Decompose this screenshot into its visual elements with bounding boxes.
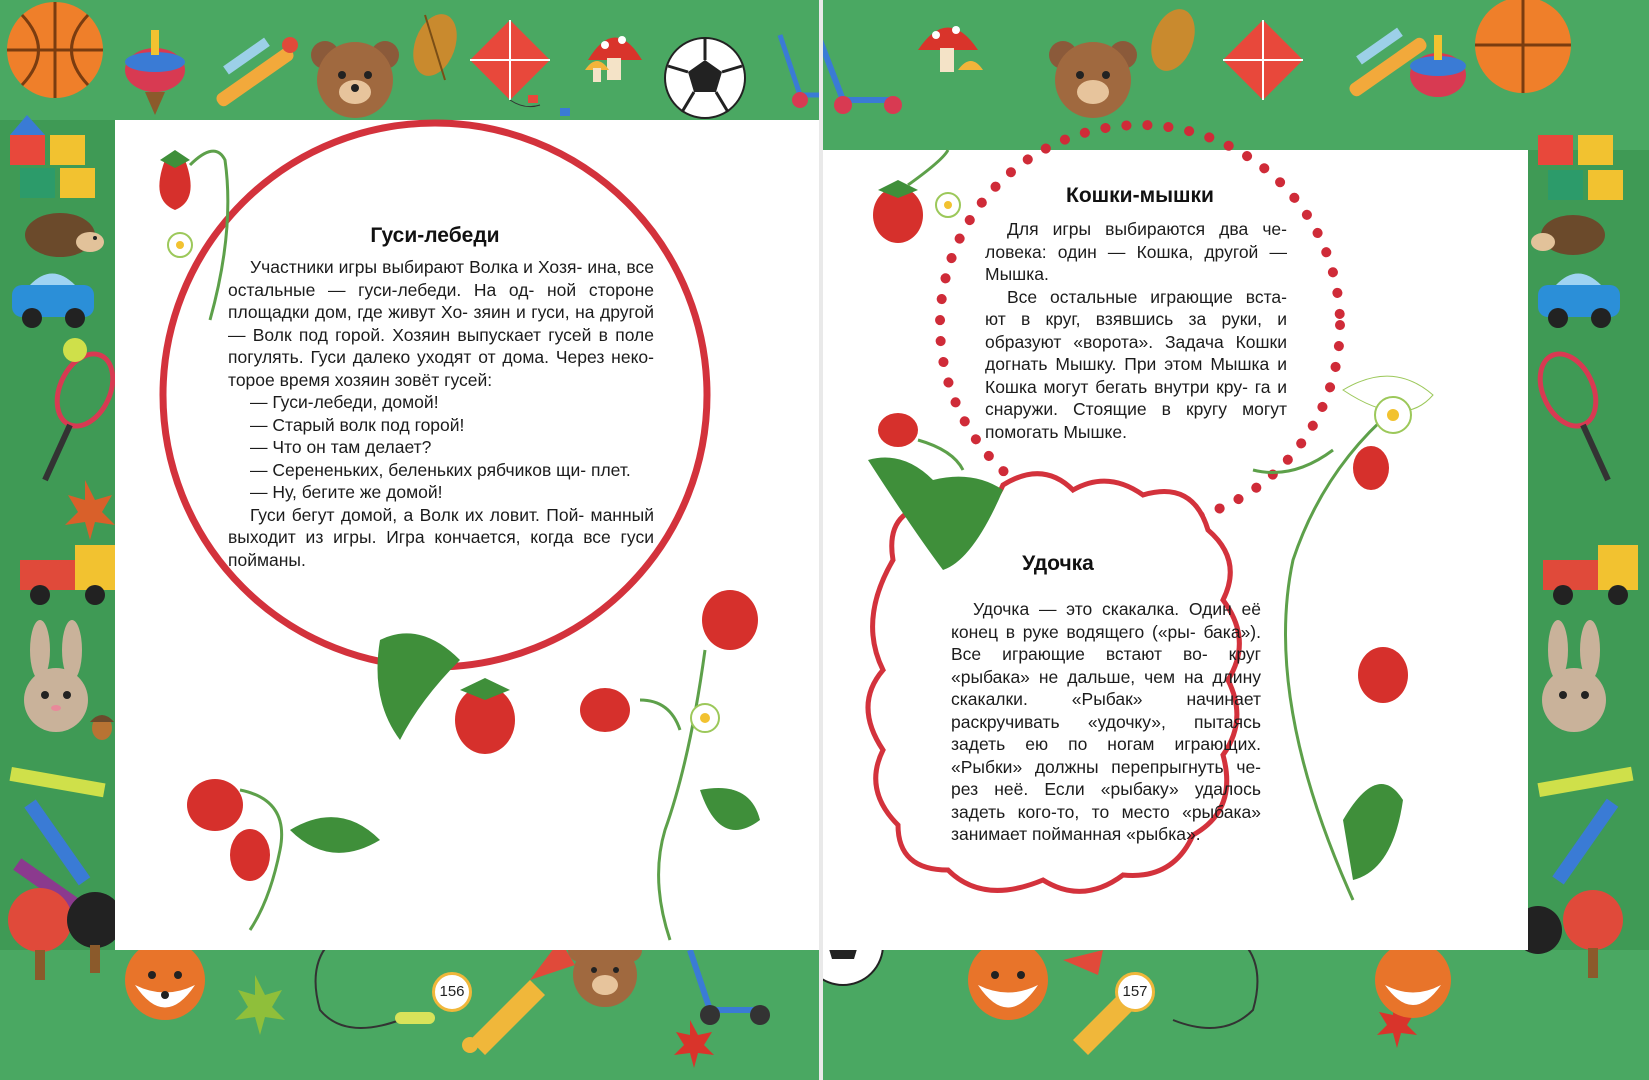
game-text-gusi-lebedi [228,256,654,571]
strawberry-icon [1253,376,1433,900]
paragraph: Гуси бегут домой, а Волк их ловит. Пой- манный выходит из игры. Игра кончается, когда все гуси пойманы. [228,504,654,570]
paragraph: Участники игры выбирают Волка и Хозя- ина, все остальные — гуси-лебеди. На од- ной стороне площадки дом, где живут Хо- зяин и гуси, на другой — Волк под горой. Хозяин выпускает гусей в поле погулять. Гуси далеко уходят от дома. Через неко- торое время хозяин зовёт гусей: [228,257,654,390]
page-number: 157 [1115,972,1155,1012]
paragraph: — Что он там делает? [250,437,432,457]
left-page [0,0,819,1080]
right-page-illustrations [823,0,1649,1080]
game-text-udochka [951,598,1261,846]
strawberry-icon [873,150,960,243]
paragraph: — Серененьких, беленьких рябчиков щи- плет. [250,459,631,480]
paragraph: — Старый волк под горой! [250,414,465,435]
page-number: 156 [432,972,472,1012]
game-title-udochka: Удочка [1022,552,1094,575]
paragraph: Все остальные играющие вста- ют в круг, взявшись за руки, и образуют «ворота». Задача Кошки догнать Мышку. При этом Мышка и Кошка могут бегать внутри кру- га и снаружи. Стоящие в кругу могут помогать Мышке. [985,286,1287,442]
right-page [823,0,1649,1080]
strawberry-icon [187,779,380,930]
paragraph: Для игры выбираются два че- ловека: один — Кошка, другой — Мышка. [985,219,1287,284]
game-title-koshki-myshki: Кошки-мышки [1066,184,1214,207]
game-text-koshki-myshki [985,218,1287,443]
game-title-gusi-lebedi: Гуси-лебеди [370,224,500,247]
strawberry-icon [378,633,516,754]
paragraph: Удочка — это скакалка. Один её конец в руке водящего («ры- бака»). Все играющие встают во- круг «рыбака» не дальше, чем на длину скакалки. «Рыбак» начинает раскручивать «удочку», пытаясь задеть ею по ногам играющих. «Рыбки» должны перепрыгнуть че- рез неё. Если «рыбаку» удалось задеть кого-то, то место «рыбака» занимает пойманная «рыбка». [951,599,1261,844]
paragraph: — Ну, бегите же домой! [250,482,443,502]
paragraph: — Гуси-лебеди, домой! [250,392,439,412]
strawberry-icon [580,590,760,940]
